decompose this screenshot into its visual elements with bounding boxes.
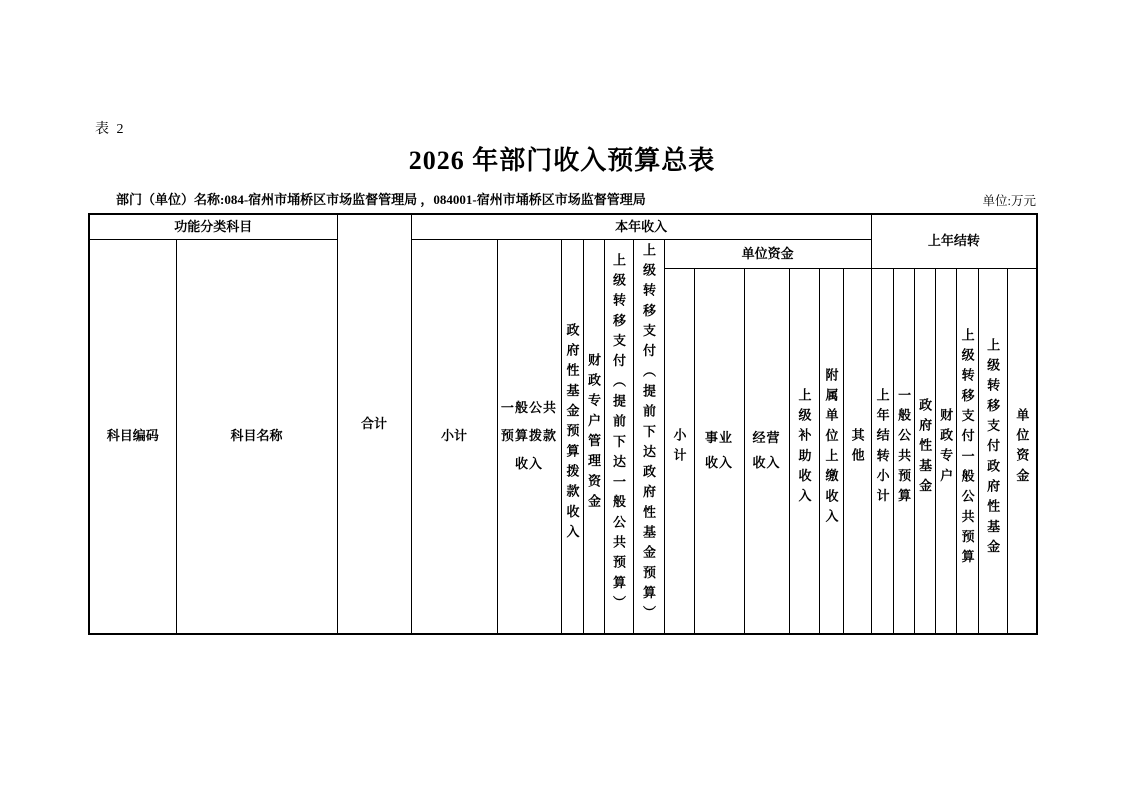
col-header-label: 上级转移支付一般公共预算 bbox=[959, 327, 975, 570]
col-header-general-public-budget-allocation bbox=[497, 239, 561, 634]
col-header-carryover-general-public-budget bbox=[893, 268, 914, 634]
col-header-label: 上级转移支付（提前下达一般公共预算） bbox=[611, 252, 627, 616]
group-header-current-year-income: 本年收入 bbox=[411, 214, 871, 239]
page-title: 2026 年部门收入预算总表 bbox=[408, 146, 716, 175]
col-header-affiliated-unit-remitted-income bbox=[819, 268, 843, 634]
budget-table bbox=[88, 213, 1038, 635]
col-header-label: 单位资金 bbox=[1014, 408, 1030, 489]
col-header-label: 一般公共预算拨款收入 bbox=[500, 400, 558, 472]
meta-row bbox=[88, 189, 1036, 209]
col-header-income-subtotal: 小计 bbox=[411, 239, 497, 634]
col-header-subject-name: 科目名称 bbox=[176, 239, 337, 634]
group-header-unit-funds: 单位资金 bbox=[664, 239, 871, 268]
col-header-label: 上级转移支付政府性基金 bbox=[985, 337, 1001, 560]
col-header-grand-total: 合计 bbox=[337, 214, 411, 634]
col-header-carryover-transfer-general-public bbox=[956, 268, 978, 634]
col-header-label: 政府性基金预算拨款收入 bbox=[564, 323, 580, 545]
col-header-label: 上级转移支付（提前下达政府性基金预算） bbox=[641, 242, 657, 626]
col-header-label: 附属单位上缴收入 bbox=[823, 367, 839, 530]
col-header-label: 事业收入 bbox=[704, 430, 734, 470]
col-header-label: 一般公共预算 bbox=[896, 388, 912, 509]
col-header-carryover-govt-fund bbox=[914, 268, 935, 634]
col-header-carryover-transfer-govt-fund bbox=[978, 268, 1007, 634]
col-header-label: 上年结转小计 bbox=[874, 388, 890, 509]
sheet-label: 表 2 bbox=[95, 122, 126, 137]
col-header-label: 上级补助收入 bbox=[796, 388, 812, 509]
col-header-label: 财政专户 bbox=[938, 408, 954, 489]
col-header-transfer-advance-govt-fund bbox=[633, 239, 664, 634]
unit-note: 单位:万元 bbox=[982, 194, 1036, 208]
header-row-groups bbox=[89, 214, 1037, 239]
col-header-subject-code: 科目编码 bbox=[89, 239, 176, 634]
department-name-line: 部门（单位）名称:084-宿州市埇桥区市场监督管理局 ，084001-宿州市埇桥区市场监督管理局 bbox=[116, 192, 646, 207]
group-header-carryover: 上年结转 bbox=[871, 214, 1037, 268]
col-header-label: 小计 bbox=[671, 428, 687, 469]
col-header-govt-fund-budget-allocation bbox=[561, 239, 583, 634]
col-header-label: 经营收入 bbox=[752, 430, 781, 470]
col-header-carryover-fiscal-special-account bbox=[935, 268, 956, 634]
col-header-transfer-advance-general-public bbox=[604, 239, 633, 634]
col-header-business-income bbox=[694, 268, 744, 634]
group-header-functional-category: 功能分类科目 bbox=[89, 214, 337, 239]
col-header-other bbox=[843, 268, 871, 634]
col-header-superior-subsidy-income bbox=[789, 268, 819, 634]
col-header-carryover-unit-funds bbox=[1007, 268, 1037, 634]
col-header-carryover-subtotal bbox=[871, 268, 893, 634]
col-header-operating-income bbox=[744, 268, 789, 634]
col-header-label: 财政专户管理资金 bbox=[586, 353, 602, 515]
col-header-fiscal-special-account-funds bbox=[583, 239, 604, 634]
col-header-label: 其他 bbox=[849, 428, 865, 469]
col-header-unit-funds-subtotal bbox=[664, 268, 694, 634]
col-header-label: 政府性基金 bbox=[917, 398, 933, 499]
